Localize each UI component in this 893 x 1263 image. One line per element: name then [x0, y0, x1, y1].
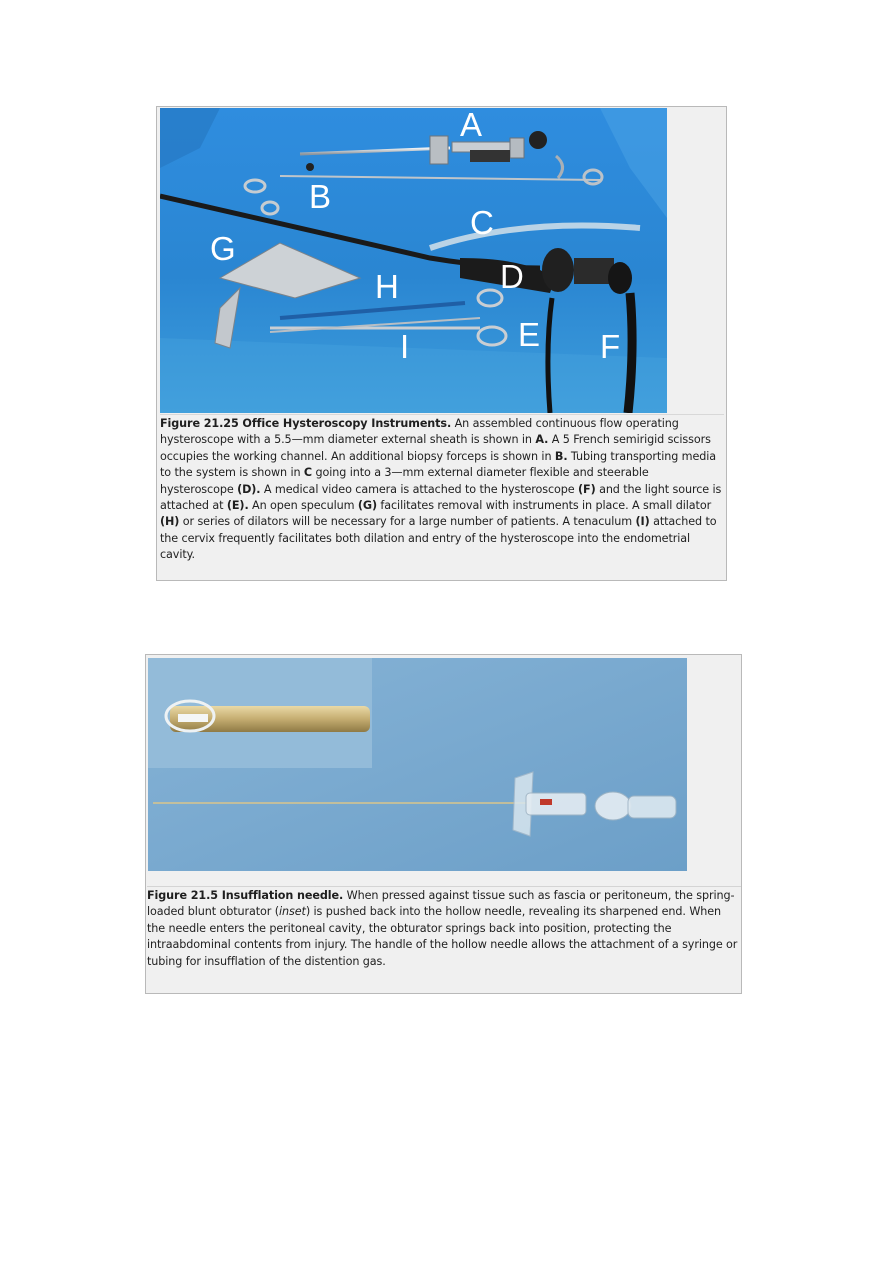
caption-text: When pressed against tissue such as fascia or peritoneum, the spring-loaded blunt obturator ( — [147, 889, 735, 919]
caption-text: facilitates removal with instruments in place. A small dilator — [376, 499, 712, 513]
photo-label-d: D — [500, 258, 524, 295]
caption-ref: (E). — [226, 499, 249, 513]
caption-text: ) is pushed back into the hollow needle, revealing its sharpened end. When the needle enters the peritoneal cavity, the obturator springs back into position, protecting the intraabdominal contents from injury. The handle of the hollow needle allows the attachment of a syringe or tubing for insufflation of the distention gas. — [147, 905, 738, 968]
photo-label-b: B — [309, 178, 332, 215]
photo-label-i: I — [400, 328, 410, 365]
figure-caption — [160, 414, 724, 564]
caption-ref: (H) — [160, 515, 180, 529]
figure-caption — [147, 886, 741, 970]
figure-title: Figure 21.5 Insufflation needle. — [147, 889, 344, 902]
caption-ref: (I) — [635, 515, 650, 529]
caption-text: A medical video camera is attached to the hysteroscope — [260, 482, 579, 496]
hysteroscopy-instruments-photo — [160, 108, 667, 413]
figure-title: Figure 21.25 Office Hysteroscopy Instruments. — [160, 417, 452, 430]
caption-ref: A. — [535, 433, 549, 447]
caption-ref: (G) — [357, 499, 377, 513]
caption-text: An open speculum — [248, 499, 358, 513]
caption-ref: C — [303, 466, 313, 480]
caption-ref: B. — [554, 449, 568, 463]
figure-21-5 — [145, 654, 742, 994]
caption-ref: (F) — [578, 482, 596, 496]
caption-text: or series of dilators will be necessary for a large number of patients. A tenaculum — [179, 515, 636, 529]
caption-ref: (D). — [237, 482, 261, 496]
caption-text: going into a 3—mm external diameter flexible and steerable hysteroscope — [160, 466, 649, 496]
caption-emphasis: inset — [279, 905, 306, 919]
figure-21-25 — [156, 106, 727, 581]
caption-text: attached to the cervix frequently facilitates both dilation and entry of the hysteroscope into the endometrial cavity. — [160, 515, 717, 562]
caption-text: An assembled continuous flow operating hysteroscope with a 5.5—mm diameter external sheath is shown in — [160, 417, 679, 447]
photo-label-g: G — [210, 230, 236, 267]
caption-text: A 5 French semirigid scissors occupies the working channel. An additional biopsy forceps is shown in — [160, 433, 711, 463]
photo-label-e: E — [518, 316, 541, 353]
caption-text: Tubing transporting media to the system is shown in — [160, 449, 717, 480]
photo-label-a: A — [460, 108, 483, 143]
photo-label-h: H — [375, 268, 399, 305]
insufflation-needle-photo — [148, 658, 687, 871]
caption-text: and the light source is attached at — [160, 482, 722, 513]
photo-label-c: C — [470, 204, 494, 241]
photo-label-f: F — [600, 328, 621, 365]
